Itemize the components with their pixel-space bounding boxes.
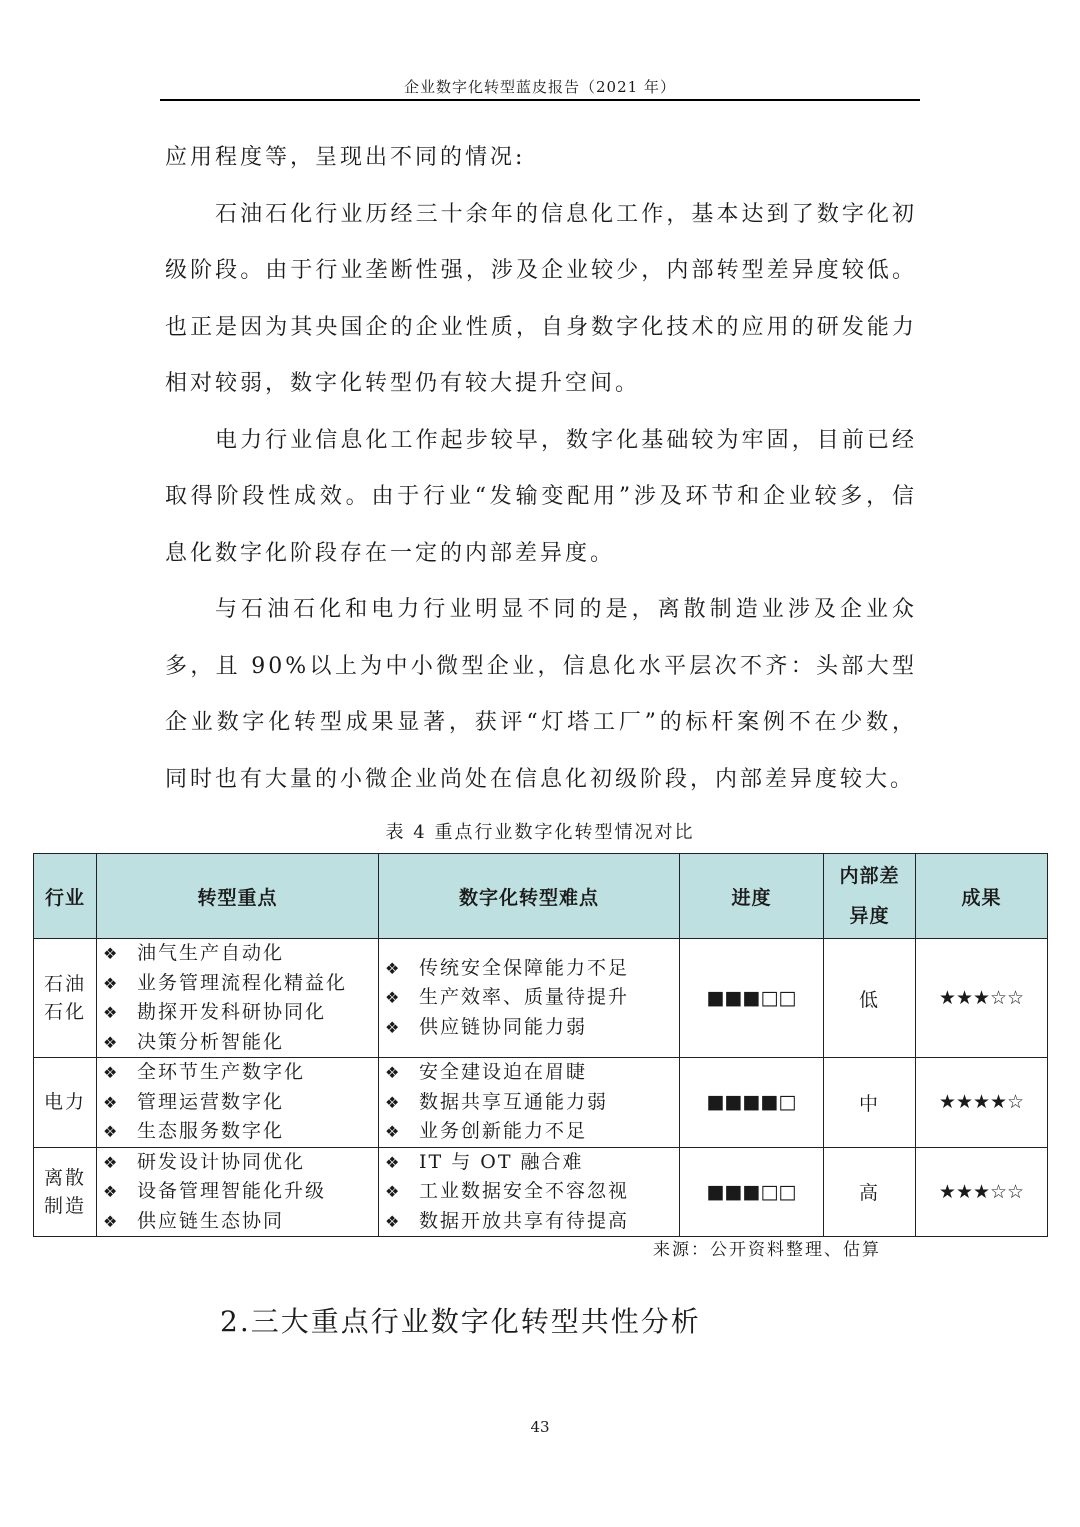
bullet-icon: ❖ <box>103 1092 120 1112</box>
header-rule <box>160 99 920 101</box>
table-caption: 表 4 重点行业数字化转型情况对比 <box>385 822 695 843</box>
focus-item: ❖ 管理运营数字化 <box>103 1088 372 1118</box>
focus-item: ❖ 业务管理流程化精益化 <box>103 969 372 999</box>
bullet-icon: ❖ <box>103 1211 120 1231</box>
focus-item: ❖ 供应链生态协同 <box>103 1207 372 1237</box>
focus-cell <box>97 1058 379 1148</box>
difficulty-item: ❖ 传统安全保障能力不足 <box>385 954 673 984</box>
industry-line1: 离散 <box>43 1166 86 1189</box>
industry-line2: 制造 <box>43 1194 86 1217</box>
variance-cell: 低 <box>824 939 916 1058</box>
variance-cell: 中 <box>824 1058 916 1148</box>
col-header-progress: 进度 <box>680 854 824 939</box>
difficulty-item: ❖ 工业数据安全不容忽视 <box>385 1177 673 1207</box>
bullet-icon: ❖ <box>385 1063 402 1082</box>
focus-cell <box>97 1147 379 1237</box>
paragraph: 石油石化行业历经三十余年的信息化工作，基本达到了数字化初级阶段。由于行业垄断性强，涉及企业较少，内部转型差异度较低。也正是因为其央国企的企业性质，自身数字化技术的应用的研发能力相对较弱，数字化转型仍有较大提升空间。 <box>165 201 917 396</box>
progress-indicator: ■■■□□ <box>706 987 797 1009</box>
bullet-icon: ❖ <box>385 1092 402 1112</box>
result-cell <box>916 1147 1048 1237</box>
difficulty-item: ❖ 数据共享互通能力弱 <box>385 1088 673 1118</box>
difficulty-item: ❖ 安全建设迫在眉睫 <box>385 1058 673 1088</box>
focus-item: ❖ 全环节生产数字化 <box>103 1058 372 1088</box>
bullet-icon: ❖ <box>103 1182 120 1201</box>
difficulty-item: ❖ 数据开放共享有待提高 <box>385 1207 673 1237</box>
difficulty-item: ❖ IT 与 OT 融合难 <box>385 1148 673 1178</box>
bullet-icon: ❖ <box>385 958 402 978</box>
difficulty-item: ❖ 生产效率、质量待提升 <box>385 983 673 1013</box>
industry-line2: 石化 <box>43 1001 86 1023</box>
table-source-note: 来源：公开资料整理、估算 <box>653 1240 881 1260</box>
difficulty-cell <box>379 1058 680 1148</box>
focus-item: ❖ 勘探开发科研协同化 <box>103 998 372 1028</box>
focus-item: ❖ 研发设计协同优化 <box>103 1148 372 1178</box>
col-header-variance-line2: 异度 <box>849 905 890 927</box>
focus-item: ❖ 油气生产自动化 <box>103 939 372 969</box>
paragraph: 应用程度等，呈现出不同的情况: <box>165 145 526 170</box>
table-header-row <box>34 854 1048 939</box>
bullet-icon: ❖ <box>103 1122 120 1141</box>
bullet-icon: ❖ <box>385 1017 402 1037</box>
industry-line1: 电力 <box>43 1091 86 1114</box>
progress-indicator: ■■■■□ <box>706 1091 797 1114</box>
bullet-icon: ❖ <box>103 944 120 963</box>
bullet-icon: ❖ <box>385 1152 402 1172</box>
focus-item: ❖ 决策分析智能化 <box>103 1028 372 1058</box>
focus-cell <box>97 939 379 1058</box>
comparison-table <box>33 853 1048 1237</box>
industry-cell <box>34 1058 97 1148</box>
bullet-icon: ❖ <box>385 988 402 1008</box>
table-row <box>34 1147 1048 1237</box>
section-heading: 2.三大重点行业数字化转型共性分析 <box>220 1305 701 1338</box>
body-text <box>165 130 917 808</box>
difficulty-item: ❖ 供应链协同能力弱 <box>385 1013 673 1043</box>
table-row <box>34 1058 1048 1148</box>
industry-cell <box>34 1147 97 1237</box>
bullet-icon: ❖ <box>103 973 120 993</box>
col-header-difficulty: 数字化转型难点 <box>379 854 680 939</box>
bullet-icon: ❖ <box>385 1122 402 1141</box>
focus-item: ❖ 生态服务数字化 <box>103 1117 372 1147</box>
difficulty-cell <box>379 1147 680 1237</box>
progress-indicator: ■■■□□ <box>706 1180 797 1203</box>
progress-cell <box>680 1058 824 1148</box>
difficulty-cell <box>379 939 680 1058</box>
progress-cell <box>680 939 824 1058</box>
page-number: 43 <box>530 1418 550 1436</box>
variance-cell: 高 <box>824 1147 916 1237</box>
paragraph: 电力行业信息化工作起步较早，数字化基础较为牢固，目前已经取得阶段性成效。由于行业“发输变配用”涉及环节和企业较多，信息化数字化阶段存在一定的内部差异度。 <box>165 427 917 566</box>
result-cell <box>916 939 1048 1058</box>
result-cell <box>916 1058 1048 1148</box>
progress-cell <box>680 1147 824 1237</box>
col-header-variance <box>824 854 916 939</box>
bullet-icon: ❖ <box>385 1182 402 1201</box>
star-rating: ★★★☆☆ <box>938 1180 1025 1203</box>
industry-line1: 石油 <box>43 973 86 995</box>
table-row <box>34 939 1048 1058</box>
industry-cell <box>34 939 97 1058</box>
difficulty-item: ❖ 业务创新能力不足 <box>385 1117 673 1147</box>
bullet-icon: ❖ <box>103 1003 120 1022</box>
focus-item: ❖ 设备管理智能化升级 <box>103 1177 372 1207</box>
bullet-icon: ❖ <box>103 1152 120 1172</box>
col-header-result: 成果 <box>916 854 1048 939</box>
paragraph: 与石油石化和电力行业明显不同的是，离散制造业涉及企业众多，且 90%以上为中小微型企业，信息化水平层次不齐：头部大型企业数字化转型成果显著，获评“灯塔工厂”的标杆案例不在少数，同时也有大量的小微企业尚处在信息化初级阶段，内部差异度较大。 <box>165 597 917 792</box>
running-header: 企业数字化转型蓝皮报告（2021 年） <box>404 78 676 96</box>
star-rating: ★★★☆☆ <box>938 987 1025 1009</box>
col-header-focus: 转型重点 <box>97 854 379 939</box>
col-header-variance-line1: 内部差 <box>839 865 900 887</box>
star-rating: ★★★★☆ <box>938 1091 1025 1114</box>
bullet-icon: ❖ <box>103 1032 120 1052</box>
bullet-icon: ❖ <box>385 1211 402 1231</box>
col-header-industry: 行业 <box>34 854 97 939</box>
bullet-icon: ❖ <box>103 1063 120 1082</box>
